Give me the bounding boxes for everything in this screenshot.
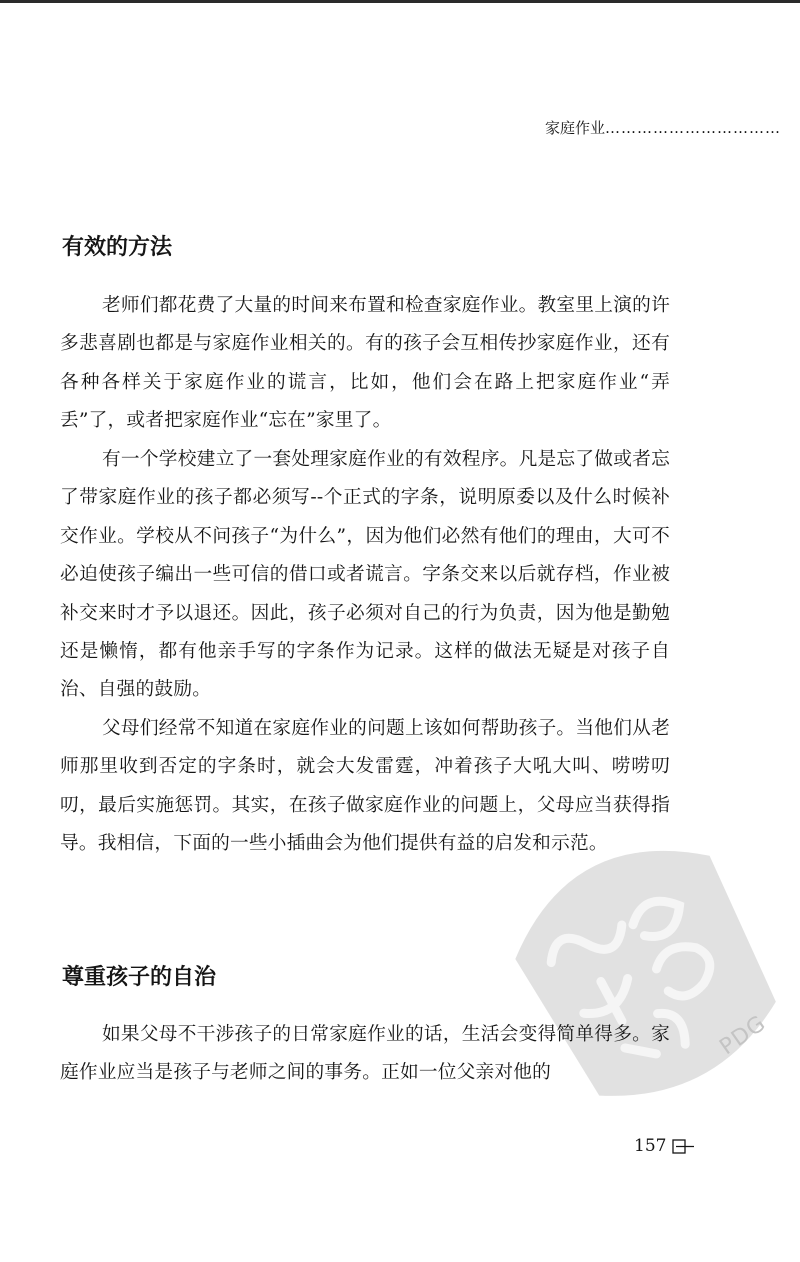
page-number: 157: [634, 1136, 667, 1156]
running-header-leader: ……………………………: [605, 119, 782, 137]
paragraph-1: 老师们都花费了大量的时间来布置和检查家庭作业。教室里上演的许多悲喜剧也都是与家庭作业相关的。有的孩子会互相传抄家庭作业，还有各种各样关于家庭作业的谎言，比如，他们会在路上把家庭作业“弄丢”了，或者把家庭作业“忘在”家里了。: [60, 295, 670, 432]
paragraph-4: 如果父母不干涉孩子的日常家庭作业的话，生活会变得简单得多。家庭作业应当是孩子与老师之间的事务。正如一位父亲对他的: [60, 1024, 670, 1084]
top-rule: [0, 0, 800, 3]
paragraph-3: 父母们经常不知道在家庭作业的问题上该如何帮助孩子。当他们从老师那里收到否定的字条时，就会大发雷霆，冲着孩子大吼大叫、唠唠叨叨，最后实施惩罚。其实，在孩子做家庭作业的问题上，父母应当获得指导。我相信，下面的一些小插曲会为他们提供有益的启发和示范。: [60, 718, 670, 855]
watermark-label: PDG: [715, 1010, 771, 1061]
running-header: [545, 117, 800, 138]
running-header-title: 家庭作业: [545, 119, 606, 137]
page-ornament-icon: [672, 1137, 696, 1157]
section-title-respect-autonomy: 尊重孩子的自治: [62, 965, 217, 990]
section-title-effective-method: 有效的方法: [62, 235, 173, 260]
paragraph-2: 有一个学校建立了一套处理家庭作业的有效程序。凡是忘了做或者忘了带家庭作业的孩子都必须写--个正式的字条，说明原委以及什么时候补交作业。学校从不问孩子“为什么”，因为他们必然有他们的理由，大可不必迫使孩子编出一些可信的借口或者谎言。字条交来以后就存档，作业被补交来时才予以退还。因此，孩子必须对自己的行为负责，因为他是勤勉还是懒惰，都有他亲手写的字条作为记录。这样的做法无疑是对孩子自治、自强的鼓励。: [60, 449, 670, 701]
